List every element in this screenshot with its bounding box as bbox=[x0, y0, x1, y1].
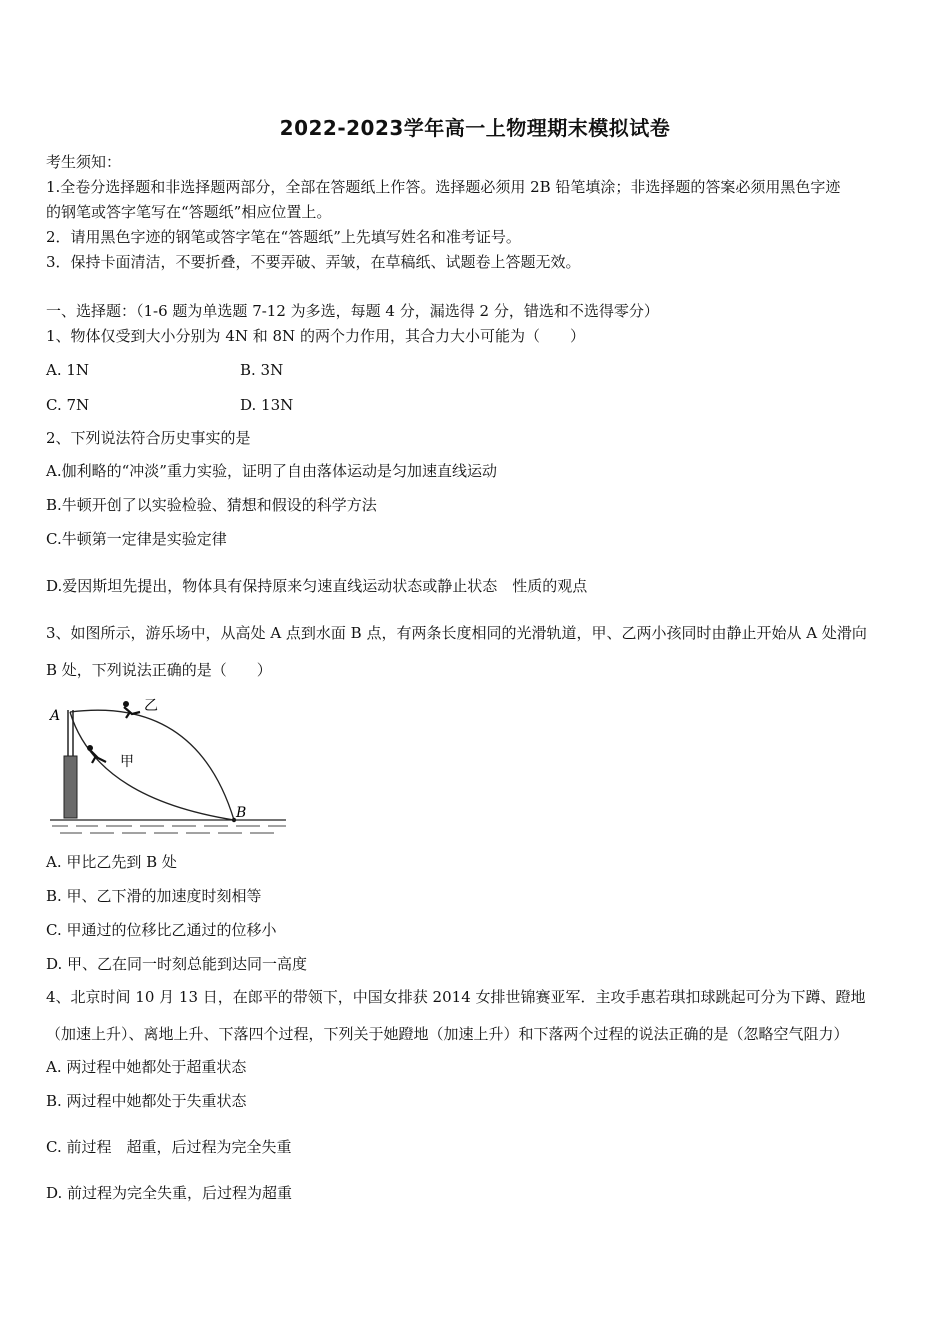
question-3-stem: 3、如图所示，游乐场中，从高处 A 点到水面 B 点，有两条长度相同的光滑轨道，甲、乙两小孩同时由静止开始从 A 处滑向 bbox=[46, 624, 867, 642]
notice-item-3: 3．保持卡面清洁，不要折叠，不要弄破、弄皱，在草稿纸、试题卷上答题无效。 bbox=[46, 253, 581, 271]
notice-heading: 考生须知： bbox=[46, 153, 122, 171]
question-2-option-d: D.爱因斯坦先提出，物体具有保持原来匀速直线运动状态或静止状态 性质的观点 bbox=[46, 577, 588, 595]
question-3-option-a: A. 甲比乙先到 B 处 bbox=[46, 853, 177, 871]
label-jia: 甲 bbox=[120, 754, 134, 770]
question-4-option-c: C. 前过程 超重，后过程为完全失重 bbox=[46, 1138, 292, 1156]
question-4-option-d: D. 前过程为完全失重，后过程为超重 bbox=[46, 1184, 293, 1202]
question-1-option-b: B. 3N bbox=[240, 361, 284, 379]
label-b: B bbox=[236, 805, 247, 821]
water-lines bbox=[52, 826, 286, 833]
track-yi bbox=[70, 710, 234, 820]
question-4-stem-cont: （加速上升）、离地上升、下落四个过程，下列关于她蹬地（加速上升）和下落两个过程的说法正确的是（忽略空气阻力） bbox=[46, 1025, 849, 1043]
question-1-option-c: C. 7N bbox=[46, 396, 90, 414]
question-2-option-c: C.牛顿第一定律是实验定律 bbox=[46, 530, 227, 548]
question-2-option-b: B.牛顿开创了以实验检验、猜想和假设的科学方法 bbox=[46, 496, 377, 514]
section-heading: 一、选择题：（1-6 题为单选题 7-12 为多选，每题 4 分，漏选得 2 分，错选和不选得零分） bbox=[46, 302, 659, 320]
question-4-stem: 4、北京时间 10 月 13 日，在郎平的带领下，中国女排获 2014 女排世锦赛亚军．主攻手惠若琪扣球跳起可分为下蹲、蹬地 bbox=[46, 988, 866, 1006]
question-1-option-d: D. 13N bbox=[240, 396, 294, 414]
question-4-option-a: A. 两过程中她都处于超重状态 bbox=[46, 1058, 247, 1076]
page-title: 2022-2023学年高一上物理期末模拟试卷 bbox=[279, 116, 671, 140]
question-1-option-a: A. 1N bbox=[46, 361, 90, 379]
notice-item-1: 1.全卷分选择题和非选择题两部分，全部在答题纸上作答。选择题必须用 2B 铅笔填涂；非选择题的答案必须用黑色字迹 bbox=[46, 178, 841, 196]
question-1-stem: 1、物体仅受到大小分别为 4N 和 8N 的两个力作用，其合力大小可能为（ ） bbox=[46, 327, 585, 345]
child-jia-icon bbox=[87, 745, 106, 763]
question-3-stem-cont: B 处，下列说法正确的是（ ） bbox=[46, 661, 272, 679]
notice-item-1-cont: 的钢笔或答字笔写在“答题纸”相应位置上。 bbox=[46, 203, 332, 221]
question-2-option-a: A.伽利略的“冲淡”重力实验，证明了自由落体运动是匀加速直线运动 bbox=[46, 462, 497, 480]
question-4-option-b: B. 两过程中她都处于失重状态 bbox=[46, 1092, 247, 1110]
question-2-stem: 2、下列说法符合历史事实的是 bbox=[46, 429, 251, 447]
question-3-option-b: B. 甲、乙下滑的加速度时刻相等 bbox=[46, 887, 262, 905]
question-1-options-row2 bbox=[46, 395, 546, 415]
tower-base bbox=[64, 756, 77, 818]
slide-track-figure bbox=[46, 698, 292, 840]
question-1-options-row1 bbox=[46, 360, 546, 380]
question-3-option-d: D. 甲、乙在同一时刻总能到达同一高度 bbox=[46, 955, 308, 973]
label-a: A bbox=[50, 708, 61, 724]
notice-item-2: 2．请用黑色字迹的钢笔或答字笔在“答题纸”上先填写姓名和准考证号。 bbox=[46, 228, 521, 246]
question-3-option-c: C. 甲通过的位移比乙通过的位移小 bbox=[46, 921, 277, 939]
label-yi: 乙 bbox=[144, 698, 158, 714]
